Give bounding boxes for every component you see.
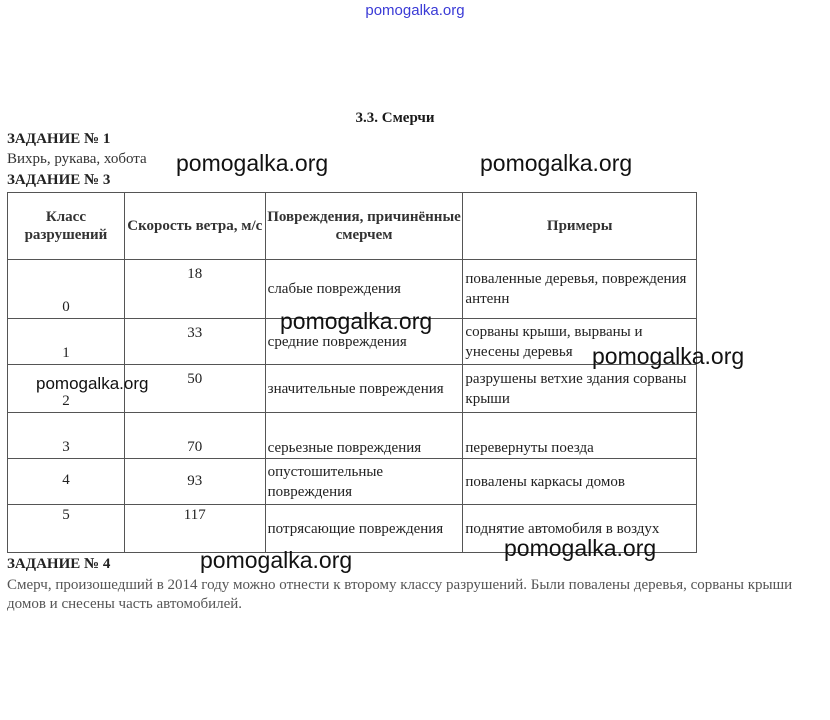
- watermark: pomogalka.org: [480, 150, 633, 176]
- cell-damage: средние повреждения: [265, 319, 463, 365]
- table-header-row: [8, 193, 697, 260]
- damage-table: [7, 192, 697, 553]
- watermark-top: pomogalka.org: [365, 2, 465, 19]
- cell-damage: значительные повреждения: [265, 365, 463, 413]
- cell-speed: 50: [124, 365, 265, 413]
- cell-speed: 93: [124, 459, 265, 505]
- cell-speed: 33: [124, 319, 265, 365]
- cell-speed: 18: [124, 260, 265, 319]
- cell-damage: потрясающие повреждения: [265, 505, 463, 553]
- header-class: Класс разрушений: [8, 193, 125, 260]
- task-4-answer: Смерч, произошедший в 2014 году можно отнести к второму классу разрушений. Были повалены деревья, сорваны крыши домов и снесены часть автомобилей.: [7, 577, 793, 612]
- watermark: pomogalka.org: [280, 308, 433, 334]
- cell-examples: сорваны крыши, вырваны и унесены деревья: [463, 319, 697, 365]
- cell-class: 4: [8, 459, 125, 505]
- cell-damage: опустошительные повреждения: [265, 459, 463, 505]
- cell-examples: повалены каркасы домов: [463, 459, 697, 505]
- cell-examples: разрушены ветхие здания сорваны крыши: [463, 365, 697, 413]
- cell-examples: перевернуты поезда: [463, 413, 697, 459]
- cell-class: 2: [8, 365, 125, 413]
- section-title: 3.3. Смерчи: [355, 110, 435, 126]
- cell-speed: 70: [124, 413, 265, 459]
- header-damage: Повреждения, причинённые смерчем: [265, 193, 463, 260]
- watermark: pomogalka.org: [200, 547, 353, 573]
- cell-class: 0: [8, 260, 125, 319]
- cell-damage: серьезные повреждения: [265, 413, 463, 459]
- cell-damage: слабые повреждения: [265, 260, 463, 319]
- task-1-answer: Вихрь, рукава, хобота: [7, 151, 147, 167]
- table-row: [8, 413, 697, 459]
- cell-examples: поднятие автомобиля в воздух: [463, 505, 697, 553]
- task-4-heading: ЗАДАНИЕ № 4: [7, 556, 111, 572]
- cell-class: 1: [8, 319, 125, 365]
- cell-class: 5: [8, 505, 125, 553]
- header-examples: Примеры: [463, 193, 697, 260]
- watermark: pomogalka.org: [504, 535, 657, 561]
- task-1-heading: ЗАДАНИЕ № 1: [7, 131, 111, 147]
- table-row: [8, 459, 697, 505]
- watermark: pomogalka.org: [592, 343, 745, 369]
- watermark: pomogalka.org: [36, 374, 149, 393]
- task-3-heading: ЗАДАНИЕ № 3: [7, 172, 111, 188]
- cell-class: 3: [8, 413, 125, 459]
- cell-speed: 117: [124, 505, 265, 553]
- cell-examples: поваленные деревья, повреждения антенн: [463, 260, 697, 319]
- watermark: pomogalka.org: [176, 150, 329, 176]
- header-speed: Скорость ветра, м/с: [124, 193, 265, 260]
